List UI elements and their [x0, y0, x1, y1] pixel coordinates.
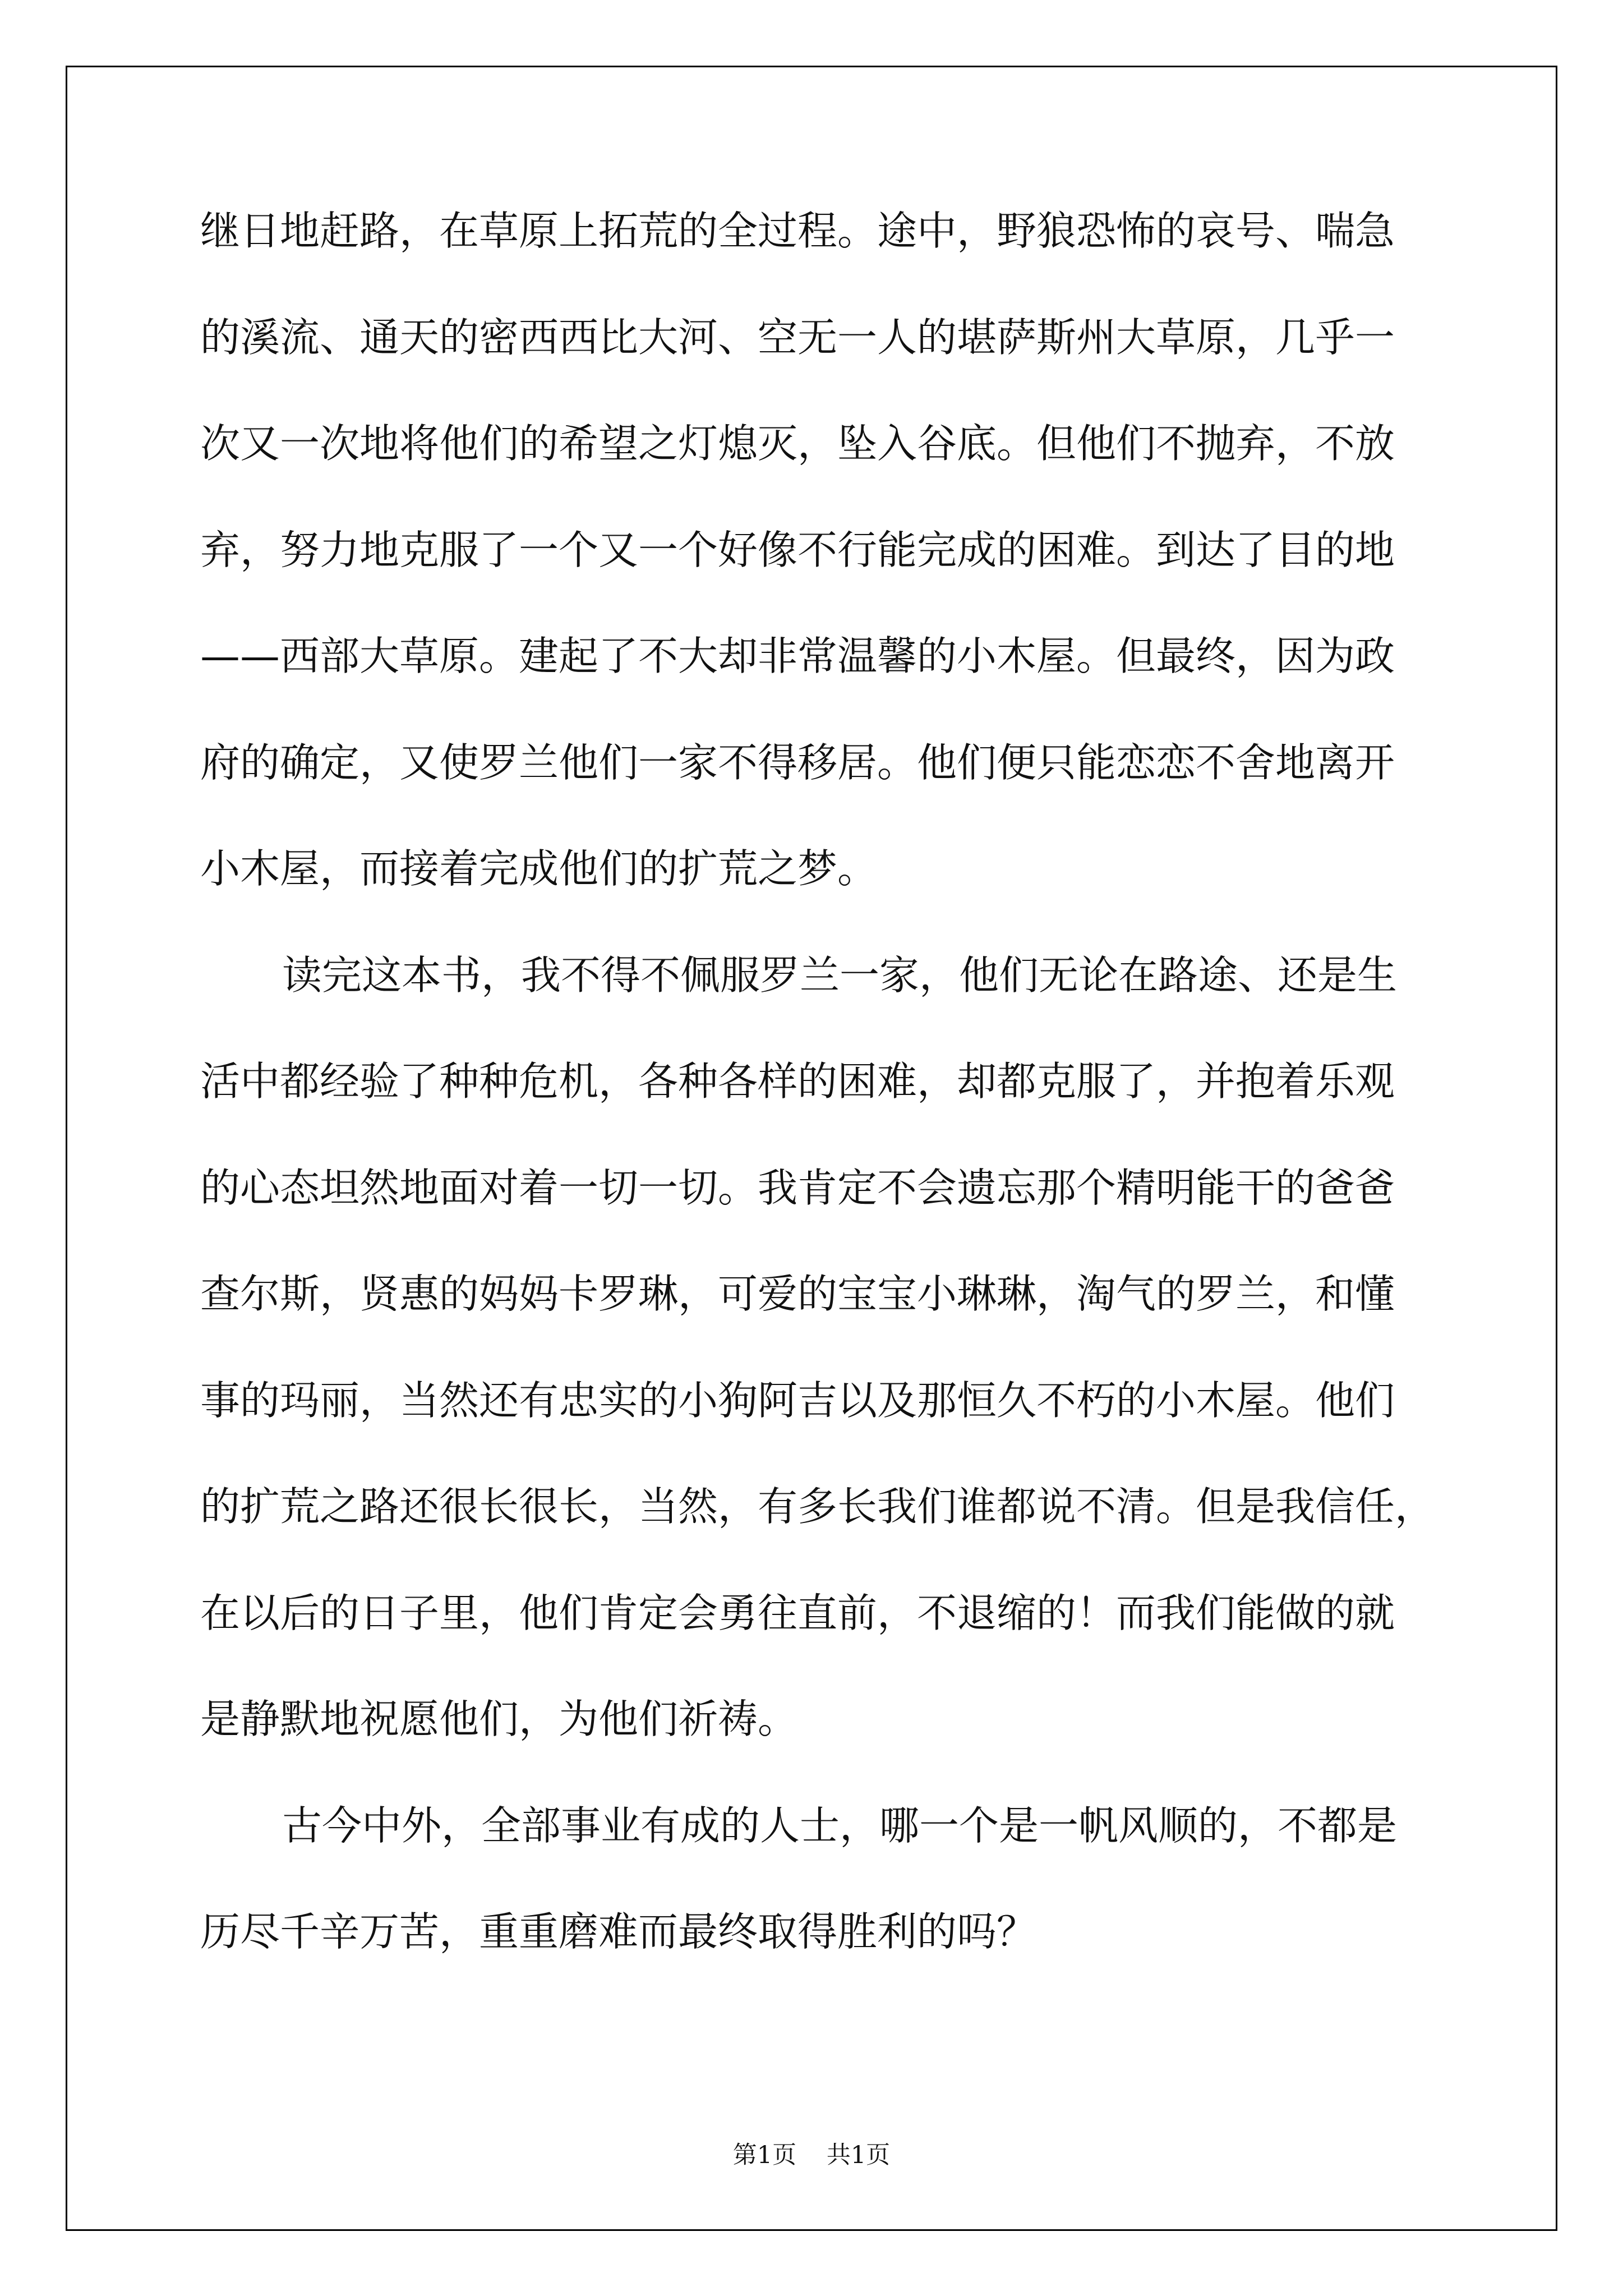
text-line: 继日地赶路，在草原上拓荒的全过程。途中，野狼恐怖的哀号、喘急 — [200, 208, 1395, 254]
text-line: 古今中外，全部事业有成的人士，哪一个是一帆风顺的，不都是 — [282, 1802, 1398, 1849]
text-line: 的心态坦然地面对着一切一切。我肯定不会遗忘那个精明能干的爸爸 — [200, 1164, 1395, 1211]
text-line: 弃，努力地克服了一个又一个好像不行能完成的困难。到达了目的地 — [200, 526, 1395, 573]
text-line: 小木屋，而接着完成他们的扩荒之梦。 — [200, 845, 878, 892]
text-line: ——西部大草原。建起了不大却非常温馨的小木屋。但最终，因为政 — [200, 633, 1395, 679]
text-line: 的扩荒之路还很长很长，当然，有多长我们谁都说不清。但是我信任， — [200, 1483, 1435, 1530]
page-count: 共1页 — [826, 2141, 891, 2169]
text-line: 历尽千辛万苦，重重磨难而最终取得胜利的吗？ — [200, 1908, 1037, 1955]
text-line: 在以后的日子里，他们肯定会勇往直前，不退缩的！而我们能做的就 — [200, 1589, 1395, 1636]
page-footer — [0, 2136, 1623, 2170]
text-line: 查尔斯，贤惠的妈妈卡罗琳，可爱的宝宝小琳琳，淘气的罗兰，和懂 — [200, 1271, 1395, 1317]
text-line: 事的玛丽，当然还有忠实的小狗阿吉以及那恒久不朽的小木屋。他们 — [200, 1377, 1395, 1424]
text-line: 府的确定，又使罗兰他们一家不得移居。他们便只能恋恋不舍地离开 — [200, 739, 1395, 786]
text-line: 活中都经验了种种危机，各种各样的困难，却都克服了，并抱着乐观 — [200, 1058, 1395, 1105]
text-line: 次又一次地将他们的希望之灯熄灭，坠入谷底。但他们不抛弃，不放 — [200, 420, 1395, 467]
text-line: 是静默地祝愿他们，为他们祈祷。 — [200, 1696, 798, 1742]
text-line: 的溪流、通天的密西西比大河、空无一人的堪萨斯州大草原，几乎一 — [200, 314, 1395, 361]
text-line: 读完这本书，我不得不佩服罗兰一家，他们无论在路途、还是生 — [282, 951, 1398, 999]
page-number: 第1页 — [732, 2141, 797, 2169]
document-body — [200, 208, 1456, 2018]
